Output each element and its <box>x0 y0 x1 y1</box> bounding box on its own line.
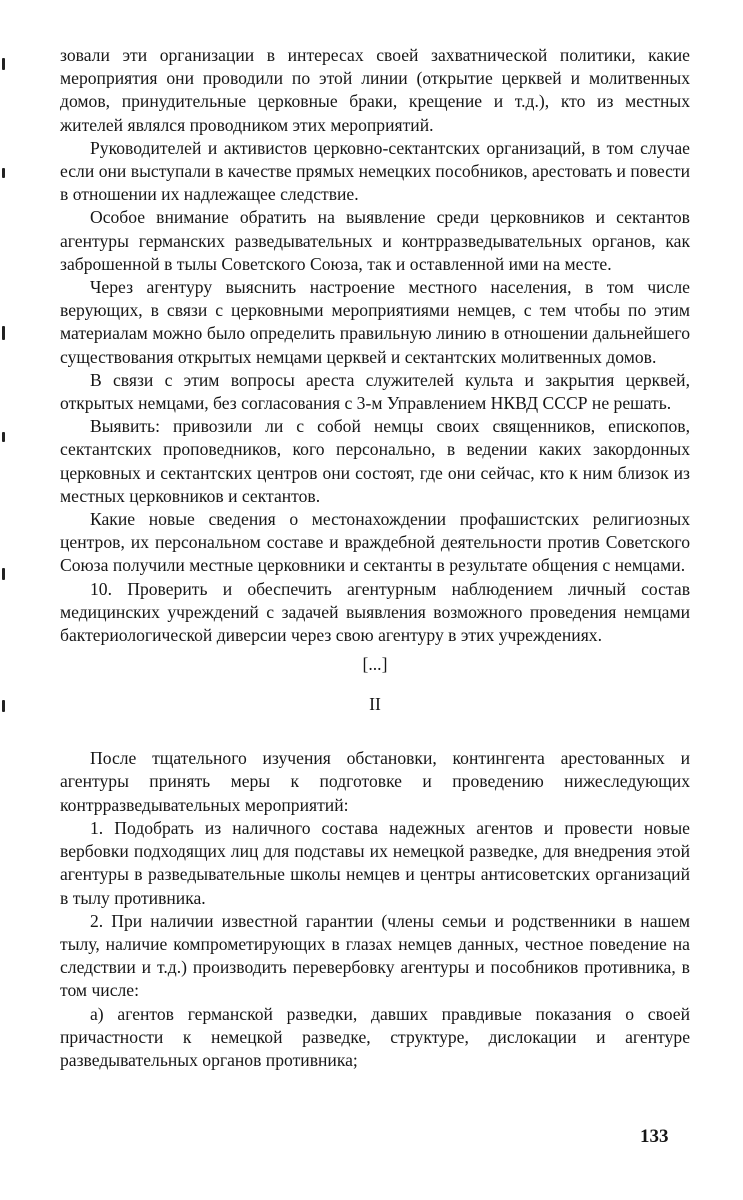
omission-marker: [...] <box>362 654 388 675</box>
paragraph: Какие новые сведения о местонахождении профашистских религиозных центров, их персональном составе и враждебной деятельности против Советского Союза получили местные церковники и сектанты в результате общения с немцами. <box>60 509 690 576</box>
margin-mark <box>2 326 5 340</box>
margin-mark <box>2 432 5 442</box>
paragraph: а) агентов германской разведки, давших правдивые показания о своей причастности к немецкой разведке, структуре, дислокации и агентуре разведывательных органов противника; <box>60 1003 690 1070</box>
paragraph: В связи с этим вопросы ареста служителей культа и закрытия церквей, открытых немцами, без согласования с 3-м Управлением НКВД СССР не решать. <box>60 369 690 414</box>
paragraph: После тщательного изучения обстановки, контингента арестованных и агентуры принять меры к подготовке и проведению нижеследующих контрразведывательных мероприятий: <box>60 748 690 815</box>
paragraph: 10. Проверить и обеспечить агентурным наблюдением личный состав медицинских учреждений с задачей выявления возможного проведения немцами бактериологической диверсии через свою агентуру в этих учреждениях. <box>60 578 690 646</box>
page-number: 133 <box>640 1126 669 1147</box>
paragraph: 1. Подобрать из наличного состава надежных агентов и провести новые вербовки подходящих лиц для подставы их немецкой разведке, для внедрения этой агентуры в разведывательные школы немцев и центры антисоветских организаций в тылу противника. <box>60 817 690 908</box>
margin-mark <box>2 58 5 70</box>
paragraph: Руководителей и активистов церковно-сектантских организаций, в том случае если они выступали в качестве прямых немецких пособников, арестовать и повести в отношении их надлежащее следствие. <box>60 137 690 205</box>
margin-mark <box>2 700 5 712</box>
section-number: II <box>369 694 381 715</box>
paragraph: зовали эти организации в интересах своей захватнической политики, какие мероприятия они проводили по этой линии (открытие церквей и молитвенных домов, принудительные церковные браки, крещение и т.д.), кто из местных жителей являлся проводником этих мероприятий. <box>60 45 690 135</box>
margin-mark <box>2 168 5 178</box>
margin-mark <box>2 568 5 580</box>
paragraph: Особое внимание обратить на выявление среди церковников и сектантов агентуры германских разведывательных и контрразведывательных органов, как заброшенной в тылы Советского Союза, так и оставленной ими на месте. <box>60 207 690 274</box>
document-page <box>60 44 690 1072</box>
paragraph: Выявить: привозили ли с собой немцы своих священников, епископов, сектантских проповедников, кого персонально, в ведении каких закордонных церковных и сектантских центров они состоят, где они сейчас, кто к ним близок из местных церковников и сектантов. <box>60 416 690 506</box>
paragraph: Через агентуру выяснить настроение местного населения, в том числе верующих, в связи с церковными мероприятиями немцев, с тем чтобы по этим материалам можно было определить правильную линию в отношении дальнейшего существования открытых немцами церквей и сектантских молитвенных домов. <box>60 277 690 367</box>
paragraph: 2. При наличии известной гарантии (члены семьи и родственники в нашем тылу, наличие компрометирующих в глазах немцев данных, честное поведение на следствии и т.д.) производить перевербовку агентуры и пособников противника, в том числе: <box>60 910 690 1001</box>
